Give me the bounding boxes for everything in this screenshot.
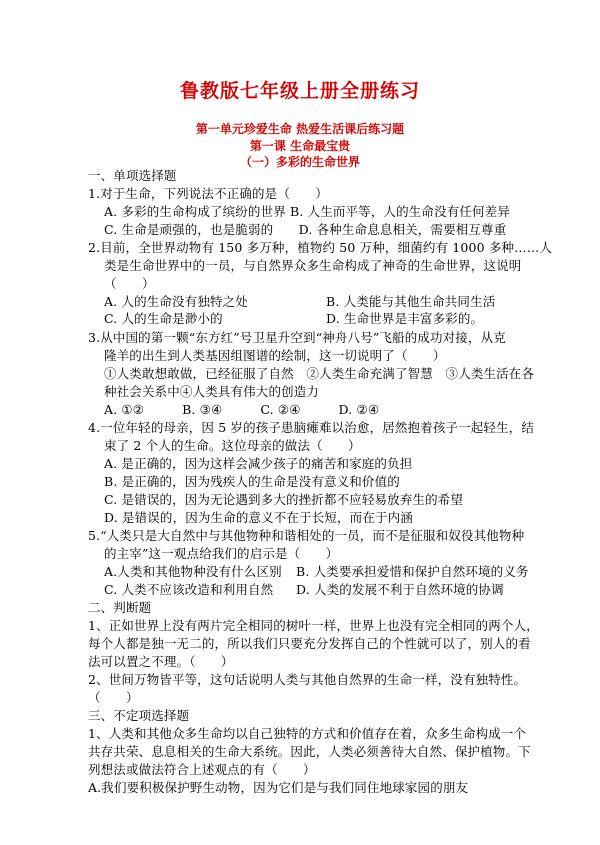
q4-stem-line2: 束了 2 个人的生命。这位母亲的做法（ ） [104,438,361,453]
j1-line1: 1、正如世界上没有两片完全相同的树叶一样，世界上也没有完全相同的两个人， [88,618,539,633]
q1-options-cd: C. 生命是顽强的，也是脆弱的 D. 各种生命息息相关，需要相互尊重 [104,222,507,237]
m1-line3: 列想法或做法符合上述观点的有（ ） [88,762,316,777]
lesson-heading: 第一课 生命最宝贵 [249,139,351,153]
q3-stem-line1: 3.从中国的第一颗“东方红”号卫星升空到“神舟八号”飞船的成功对接，从克 [88,330,506,345]
q4-stem-line1: 4.一位年轻的母亲，因 5 岁的孩子患脑瘫难以治愈，居然抱着孩子一起轻生，结 [88,420,535,435]
q2-stem-line1: 2.目前，全世界动物有 150 多万种，植物约 50 万种，细菌约有 1000 多种……人 [88,240,553,255]
m1-line1: 1、人类和其他众多生命均以自己独特的方式和价值存在着，众多生命构成一个 [88,726,527,741]
page-title: 鲁教版七年级上册全册练习 [179,80,420,102]
q5-option-b: B. 人类要承担爱惜和保护自然环境的义务 [296,564,529,579]
q4-option-a: A. 是正确的，因为这样会减少孩子的痛苦和家庭的负担 [104,456,413,471]
m1-option-a: A.我们要积极保护野生动物，因为它们是与我们同住地球家园的朋友 [88,780,469,795]
q4-option-b: B. 是正确的，因为残疾人的生命是没有意义和价值的 [104,474,400,489]
unit-heading: 第一单元珍爱生命 热爱生活课后练习题 [195,122,405,136]
q5-option-d: D. 人类的发展不利于自然环境的协调 [296,582,504,597]
q1-stem: 1.对于生命，下列说法不正确的是（ ） [88,186,328,201]
m1-line2: 共存共荣、息息相关的生命大系统。因此，人类必须善待大自然、保护植物。下 [88,744,531,759]
q4-option-c: C. 是错误的，因为无论遇到多大的挫折都不应轻易放弃生的希望 [104,492,464,507]
q3-stem-line4: 种社会关系中④人类具有伟大的创造力 [104,384,320,399]
j1-line2: 每个人都是独一无二的，所以我们只要充分发挥自己的个性就可以了，别人的看 [88,636,531,651]
part-one-heading: 一、单项选择题 [88,168,177,183]
q2-stem-line2: 类是生命世界中的一员，与自然界众多生命构成了神奇的生命世界，这说明 [104,258,522,273]
q3-options: A. ①② B. ③④ C. ②④ D. ②④ [104,402,380,417]
q2-answer-blank: （ ） [104,276,155,291]
section-heading: （一）多彩的生命世界 [239,155,360,169]
q4-option-d: D. 是错误的，因为生命的意义不在于长短，而在于内涵 [104,510,413,525]
j1-line3: 法可以置之不理。（ ） [88,654,234,669]
q2-option-a: A. 人的生命没有独特之处 [104,294,248,309]
q5-stem-line2: 的主宰”这一观点给我们的启示是（ ） [104,546,339,561]
q1-options-ab: A. 多彩的生命构成了缤纷的世界 B. 人生而平等，人的生命没有任何差异 [104,204,510,219]
q2-option-c: C. 人的生命是渺小的 [104,311,223,326]
q5-option-a: A.人类和其他物种没有什么区别 [104,564,282,579]
part-two-heading: 二、判断题 [88,600,152,615]
q3-stem-line2: 隆羊的出生到人类基因组图谱的绘制，这一切说明了（ ） [104,348,446,363]
q3-stem-line3: ①人类敢想敢做，已经征服了自然 ②人类生命充满了智慧 ③人类生活在各 [104,366,535,381]
q2-option-d: D. 生命世界是丰富多彩的。 [326,311,484,326]
q2-option-b: B. 人类能与其他生命共同生活 [326,294,496,309]
j2-line1: 2、世间万物皆平等，这句话说明人类与其他自然界的生命一样，没有独特性。 [88,672,527,687]
q5-option-c: C. 人类不应该改造和利用自然 [104,582,274,597]
part-three-heading: 三、不定项选择题 [88,708,190,723]
j2-answer-blank: （ ） [88,690,139,705]
q5-stem-line1: 5.“人类只是大自然中与其他物种和谐相处的一员，而不是征服和奴役其他物种 [88,528,525,543]
